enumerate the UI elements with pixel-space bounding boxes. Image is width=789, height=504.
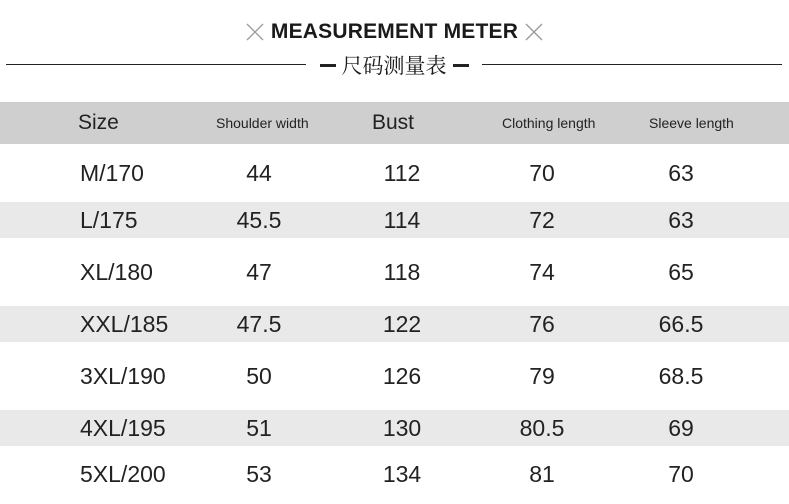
shoulder-width-cell: 47: [246, 258, 272, 285]
page-title: MEASUREMENT METER: [270, 20, 519, 43]
clothing-length-cell: 74: [529, 258, 555, 285]
shoulder-width-cell: 51: [246, 414, 272, 441]
column-header-clothing-length: Clothing length: [502, 115, 596, 131]
divider-line-right: [482, 64, 782, 65]
size-cell: XXL/185: [80, 310, 169, 337]
sleeve-length-cell: 70: [668, 460, 694, 487]
size-cell: XL/180: [80, 258, 153, 285]
table-row: [0, 410, 789, 446]
subtitle-rule: [0, 52, 789, 78]
size-cell: 5XL/200: [80, 460, 166, 487]
shoulder-width-cell: 50: [246, 362, 272, 389]
table-row: [0, 144, 789, 202]
bust-cell: 114: [383, 206, 421, 233]
column-header-size: Size: [78, 111, 119, 134]
clothing-length-cell: 79: [529, 362, 555, 389]
bust-cell: 112: [383, 159, 421, 186]
cross-decoration-icon: [245, 22, 265, 42]
clothing-length-cell: 70: [529, 159, 555, 186]
bust-cell: 134: [382, 460, 422, 487]
clothing-length-cell: 72: [529, 206, 555, 233]
sleeve-length-cell: 63: [668, 159, 694, 186]
shoulder-width-cell: 45.5: [236, 206, 282, 233]
clothing-length-cell: 81: [529, 460, 555, 487]
sleeve-length-cell: 63: [668, 206, 694, 233]
size-cell: M/170: [80, 159, 144, 186]
clothing-length-cell: 76: [529, 310, 555, 337]
bust-cell: 130: [382, 414, 422, 441]
bust-cell: 126: [382, 362, 422, 389]
table-row: [0, 202, 789, 238]
column-header-sleeve-length: Sleeve length: [649, 115, 734, 131]
title-row: [0, 20, 789, 44]
size-cell: 4XL/195: [80, 414, 166, 441]
bust-cell: 118: [383, 258, 421, 285]
divider-line-left: [6, 64, 306, 65]
clothing-length-cell: 80.5: [519, 414, 565, 441]
table-row: [0, 306, 789, 342]
size-chart-table: [0, 102, 789, 502]
shoulder-width-cell: 47.5: [236, 310, 282, 337]
size-cell: L/175: [80, 206, 138, 233]
page-subtitle: 尺码测量表: [341, 54, 447, 78]
page-header: [0, 0, 789, 90]
bust-cell: 122: [382, 310, 422, 337]
table-row: [0, 446, 789, 502]
dash-decoration: [320, 64, 336, 67]
dash-decoration: [453, 64, 469, 67]
column-header-shoulder-width: Shoulder width: [216, 115, 309, 131]
subtitle-block: [306, 52, 482, 78]
column-header-bust: Bust: [372, 111, 415, 134]
size-cell: 3XL/190: [80, 362, 166, 389]
shoulder-width-cell: 44: [246, 159, 272, 186]
sleeve-length-cell: 66.5: [658, 310, 704, 337]
sleeve-length-cell: 65: [668, 258, 694, 285]
table-row: [0, 342, 789, 410]
table-header-row: [0, 102, 789, 144]
sleeve-length-cell: 69: [668, 414, 694, 441]
cross-decoration-icon: [524, 22, 544, 42]
table-row: [0, 238, 789, 306]
shoulder-width-cell: 53: [246, 460, 272, 487]
sleeve-length-cell: 68.5: [658, 362, 704, 389]
